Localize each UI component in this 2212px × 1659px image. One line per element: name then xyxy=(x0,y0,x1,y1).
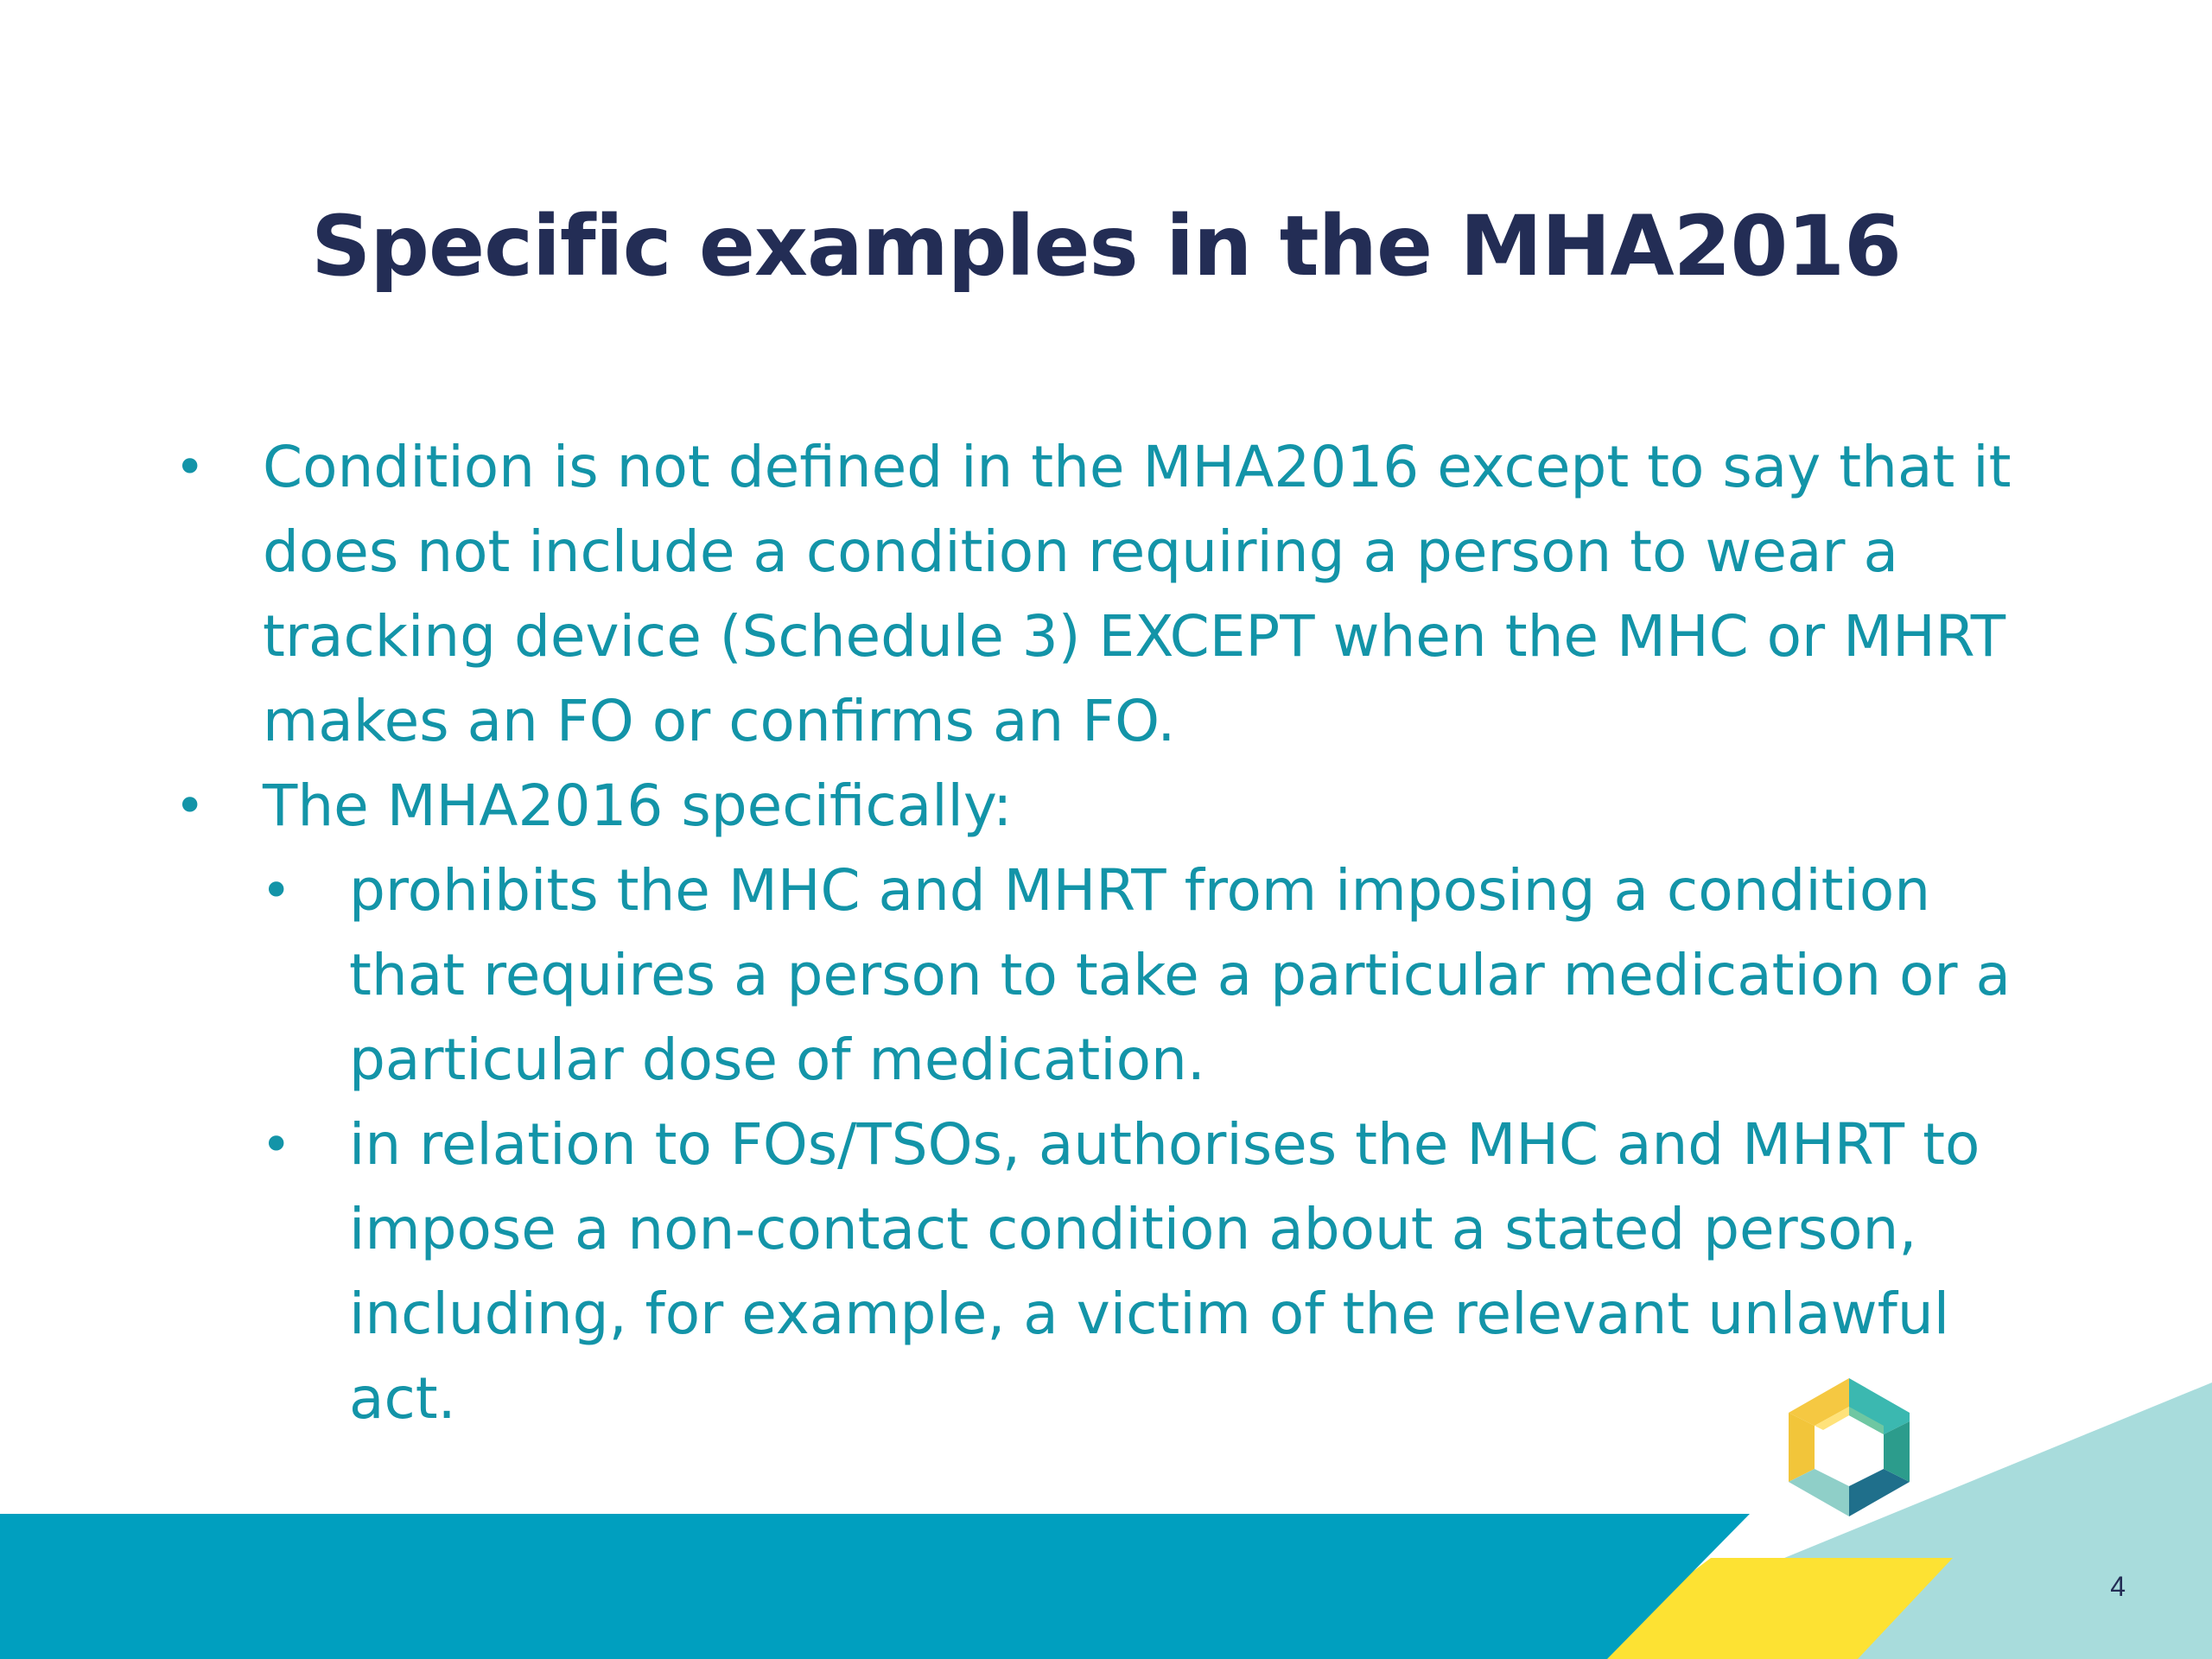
slide-body xyxy=(156,425,2056,1441)
sub-bullet-text: prohibits the MHC and MHRT from imposing a condition that requires a person to take a particular medication or a particular dose of medication. xyxy=(349,857,2011,1093)
teal-band xyxy=(0,1514,1750,1659)
bullet-list xyxy=(156,425,2056,849)
bullet-marker: • xyxy=(175,776,206,836)
bullet-marker: • xyxy=(175,437,206,498)
sub-bullet-marker: • xyxy=(261,1115,292,1175)
bullet-text: The MHA2016 specifically: xyxy=(263,772,1013,839)
sub-bullet-marker: • xyxy=(261,861,292,921)
sub-list-item xyxy=(156,849,2056,1103)
bullet-text: Condition is not defined in the MHA2016 except to say that it does not include a condition requiring a person to wear a tracking device (Schedule 3) EXCEPT when the MHC or MHRT makes an FO or confirms an FO. xyxy=(263,434,2012,754)
list-item xyxy=(156,425,2056,764)
sub-bullet-text: in relation to FOs/TSOs, authorises the MHC and MHRT to impose a non-contact condition about a stated person, including, for example, a victim of the relevant unlawful act. xyxy=(349,1111,1980,1432)
list-item xyxy=(156,764,2056,849)
sub-bullet-list xyxy=(156,849,2056,1441)
page-number: 4 xyxy=(2110,1571,2126,1602)
slide-title: Specific examples in the MHA2016 xyxy=(311,198,1901,295)
sub-list-item xyxy=(156,1103,2056,1441)
